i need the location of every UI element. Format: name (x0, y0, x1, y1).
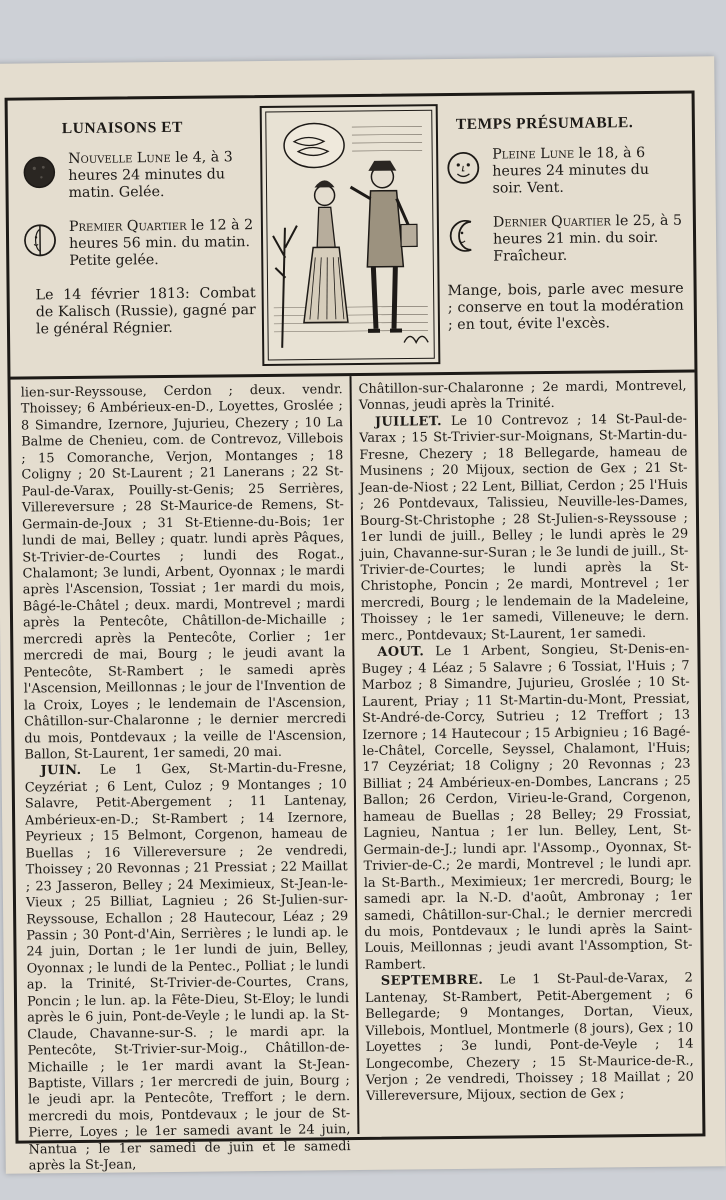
juillet-section (359, 411, 689, 645)
first-quarter-label: Premier Quartier (68, 217, 187, 236)
full-moon-entry (446, 145, 683, 201)
septembre-section (365, 971, 694, 1106)
aout-heading: AOUT. (377, 644, 425, 661)
septembre-heading: SEPTEMBRE. (380, 973, 484, 990)
header-left-column (22, 108, 256, 338)
juin-heading: JUIN. (40, 763, 82, 779)
new-moon-icon (22, 155, 56, 189)
lunar-header (8, 93, 695, 379)
peasant-couple-engraving-icon (262, 106, 439, 364)
aout-text: Le 1 Arbent, Songieu, St-Denis-en-Bugey ; 4 Léaz ; 5 Salavre ; 6 Tossiat, l'Huis ; 7 Marboz ; 8 Simandre, Jujurieu, Groslée ; 10 St-Laurent, Priay ; 11 St-Martin-du-Mont, Pressiat, St-André-de-Corcy, Sutrieu ; 12 Treffort ; 13 Izernore ; 14 Hautecour ; 15 Arbignieu ; 16 Bagé-le-Châtel, Corcelle, Seyssel, Chalamont, l'Huis; 17 Ceyzériat; 18 Coligny ; 20 Revonnas ; 23 Billiat ; 24 Ambérieux-en-Dombes, Lancrans ; 25 Ballon; 26 Cerdon, Virieu-le-Grand, Corgenon, hameau de Buellas ; 28 Belley; 29 Frossiat, Lagnieu, Nantua ; 1er lun. Belley, Lent, St-Germain-de-J.; lundi apr. l'Assomp., Oyonnax, St-Trivier-de-C.; 2e mardi, Montrevel ; le lundi apr. la St-Barth., Meximieux; 1er mercredi, Bourg; le samedi apr. la N.-D. d'août, Ambronay ; 1er samedi, Châtillon-sur-Chal.; le dernier mercredi du mois, Pontdevaux ; le lundi après la Saint-Louis, Meillonnas ; jeudi avant l'Assomption, St-Rambert. (361, 641, 693, 973)
left-text-column (20, 382, 351, 1174)
last-quarter-label: Dernier Quartier (492, 213, 612, 231)
last-quarter-text: le 25, à 5 heures 21 min. du soir. Fraîcheur. (492, 212, 683, 265)
last-quarter-moon-icon (447, 219, 481, 253)
aout-section (361, 642, 692, 974)
may-continuation: lien-sur-Reyssouse, Cerdon ; deux. vendr. Thoissey; 6 Ambérieux-en-D., Loyettes, Groslée ; 8 Simandre, Izernore, Jujurieu, Chezery ; 10 La Balme de Chenieu, com. de Contrevoz, Villebois ; 15 Comoranche, Verjon, Montanges ; 18 Coligny ; 20 St-Laurent ; 21 Lanerans ; 22 St-Paul-de-Varax, Pouilly-st-Genis; 25 Serrières, Villereversure ; 28 St-Maurice-de Remens, St-Germain-de-Joux ; 31 St-Etienne-du-Bois; 1er lundi de mai, Belley ; quatr. lundi après Pâques, St-Trivier-de-Courtes ; lundi des Rogat., Chalamont; 3e lundi, Arbent, Oyonnax ; le mardi après l'Ascension, Tossiat ; 1er mardi du mois, Bâgé-le-Châtel ; deux. mardi, Montrevel ; mardi après la Pentecôte, Châtillon-de-Michaille ; mercredi après la Pentecôte, Corlier ; 1er mercredi de mai, Bourg ; le jeudi avant la Pentecôte, St-Rambert ; le samedi après l'Ascension, Meillonnas ; le jour de l'Invention de la Croix, Loyes ; le lendemain de l'Ascension, Châtillon-sur-Chalaronne ; le dernier mercredi du mois, Pontdevaux ; la veille de l'Ascension, Ballon, St-Laurent, 1er samedi, 20 mai. (20, 382, 347, 763)
full-moon-label: Pleine Lune (492, 145, 575, 163)
right-title: TEMPS PRÉSUMABLE. (455, 114, 634, 133)
left-title: LUNAISONS ET (61, 118, 183, 138)
full-moon-face-icon (446, 151, 480, 185)
juin-text: Le 1 Gex, St-Martin-du-Fresne, Ceyzériat ; 6 Lent, Culoz ; 9 Montanges ; 10 Salavre, Petit-Abergement ; 11 Lantenay, Ambérieux-en-D.; St-Rambert ; 14 Izernore, Peyrieux ; 15 Belmont, Corgenon, hameau de Buellas ; 16 Villereversure ; 2e vendredi, Thoissey ; 20 Revonnas ; 21 Pressiat ; 22 Maillat ; 23 Jasseron, Belley ; 24 Meximieux, St-Jean-le-Vieux ; 25 Billiat, Lagnieu ; 26 St-Julien-sur-Reyssouse, Echallon ; 28 Hautecour, Léaz ; 29 Passin ; 30 Pont-d'Ain, Serrières ; le lundi ap. le 24 juin, Dortan ; le 1er lundi de juin, Belley, Oyonnax ; le lundi de la Pentec., Polliat ; le lundi ap. la Trinité, St-Trivier-de-Courtes, Crans, Poncin ; le lun. ap. la Fête-Dieu, St-Eloy; le lundi après le 6 juin, Pont-de-Veyle ; le lundi ap. la St-Claude, Chavanne-sur-S. ; le mardi apr. la Pentecôte, St-Trivier-sur-Moig., Châtillon-de-Michaille ; le 1er mardi avant la St-Jean-Baptiste, Villars ; 1er mercredi de juin, Bourg ; le jeudi apr. la Pentecôte, Treffort ; le dern. mercredi du mois, Pontdevaux ; le jour de St-Pierre, Loyes ; le 1er samedi avant le 24 juin, Nantua ; le 1er samedi de juin et le samedi après la St-Jean, (24, 760, 351, 1174)
juin-continuation: Châtillon-sur-Chalaronne ; 2e mardi, Montrevel, Vonnas, jeudi après la Trinité. (358, 378, 687, 414)
right-text-column (359, 379, 695, 1130)
juin-section (25, 761, 351, 1176)
juillet-text: Le 10 Contrevoz ; 14 St-Paul-de-Varax ; 15 St-Trivier-sur-Moignans, St-Martin-du-Fresne, Chezery ; 18 Bellegarde, hameau de Musinens ; 20 Mijoux, section de Gex ; 21 St-Jean-de-Niost ; 22 Lent, Billiat, Cerdon ; 25 l'Huis ; 26 Pontdevaux, Talissieu, Neuville-les-Dames, Bourg-St-Christophe ; 28 St-Julien-s-Reyssouse ; 1er lundi de juill., Belley ; le lundi après le 29 juin, Chavanne-sur-Suran ; le 3e lundi de juill., St-Trivier-de-Courtes; le lundi après la St-Christophe, Poncin ; 2e mardi, Montrevel ; 1er mercredi, Bourg ; le lendemain de la Madeleine, Thoissey ; le 1er samedi, Villeneuve; le dern. merc., Pontdevaux; St-Laurent, 1er samedi. (359, 411, 690, 644)
full-moon-text: le 18, à 6 heures 24 minutes du soir. Vent. (492, 144, 650, 197)
first-quarter-entry (23, 217, 256, 273)
maxim: Mange, bois, parle avec mesure ; conserve en tout la modération ; en tout, évite l'excès. (447, 280, 684, 334)
column-divider (349, 376, 359, 1134)
almanac-page (0, 56, 726, 1173)
first-quarter-text: le 12 à 2 heures 56 min. du matin. Petite gelée. (69, 217, 254, 270)
page-frame (5, 90, 706, 1174)
fairs-listing (11, 372, 703, 1174)
vignette-engraving (260, 104, 441, 366)
history-note: Le 14 février 1813: Combat de Kalisch (Russie), gagné par le général Régnier. (35, 285, 256, 338)
header-right-column (446, 104, 684, 334)
first-quarter-moon-icon (23, 223, 57, 257)
new-moon-entry (22, 149, 255, 205)
new-moon-label: Nouvelle Lune (68, 149, 171, 168)
septembre-text: Le 1 St-Paul-de-Varax, 2 Lantenay, St-Rambert, Petit-Abergement ; 6 Bellegarde; 9 Montanges, Dortan, Vieux, Villebois, Montluel, Montmerle (8 jours), Gex ; 10 Loyettes ; 3e lundi, Pont-de-Veyle ; 14 Longecombe, Chezery ; 15 St-Maurice-de-R., Verjon ; 2e vendredi, Thoissey ; 18 Maillat ; 20 Villereversure, Mijoux, section de Gex ; (364, 970, 694, 1105)
juillet-heading: JUILLET. (374, 414, 443, 430)
new-moon-text: le 4, à 3 heures 24 minutes du matin. Gelée. (68, 149, 233, 202)
last-quarter-entry (447, 213, 684, 269)
